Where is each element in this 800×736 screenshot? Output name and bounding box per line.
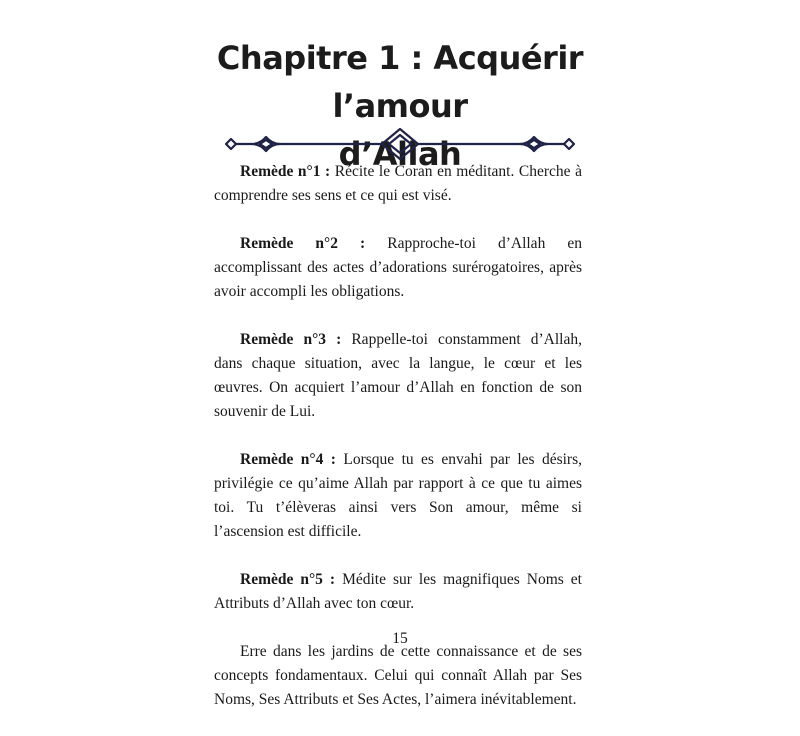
closing-text: Erre dans les jardins de cette connaissance et de ses concepts fondamentaux. Celui qui connaît Allah par Ses Noms, Ses Attributs et Ses Actes, l’aimera inévitablement. (214, 643, 582, 708)
chapter-title-line-1: Chapitre 1 : Acquérir l’amour (216, 39, 584, 125)
remedy-label: Remède n°4 : (240, 451, 336, 468)
remedy-label: Remède n°5 : (240, 571, 336, 588)
remedy-text: Rappelle-toi constamment d’Allah, dans chaque situation, avec la langue, le cœur et les œuvres. On acquiert l’amour d’Allah en fonction de son souvenir de Lui. (214, 331, 582, 420)
closing-paragraph (214, 640, 582, 712)
remedy-text: Médite sur les magnifiques Noms et Attributs d’Allah avec ton cœur. (214, 571, 582, 612)
remedy-paragraph-3 (214, 328, 582, 424)
remedy-label: Remède n°2 : (240, 235, 366, 252)
remedy-text: Récite le Coran en méditant. Cherche à comprendre ses sens et ce qui est visé. (214, 163, 582, 204)
diamond-divider-ornament-icon (222, 126, 578, 162)
remedy-label: Remède n°3 : (240, 331, 342, 348)
page-number: 15 (392, 630, 408, 647)
remedy-text: Lorsque tu es envahi par les désirs, privilégie ce qu’aime Allah par rapport à ce que tu aimes toi. Tu t’élèveras ainsi vers Son amour, même si l’ascension est difficile. (214, 451, 582, 540)
remedy-paragraph-1 (214, 160, 582, 208)
chapter-body (214, 160, 582, 736)
remedy-label: Remède n°1 : (240, 163, 331, 180)
remedy-paragraph-5 (214, 568, 582, 616)
remedy-text: Rapproche-toi d’Allah en accomplissant des actes d’adorations surérogatoires, après avoir accompli les obligations. (214, 235, 582, 300)
remedy-paragraph-2 (214, 232, 582, 304)
chapter-title-line-2: d’Allah (338, 135, 462, 173)
remedy-paragraph-4 (214, 448, 582, 544)
